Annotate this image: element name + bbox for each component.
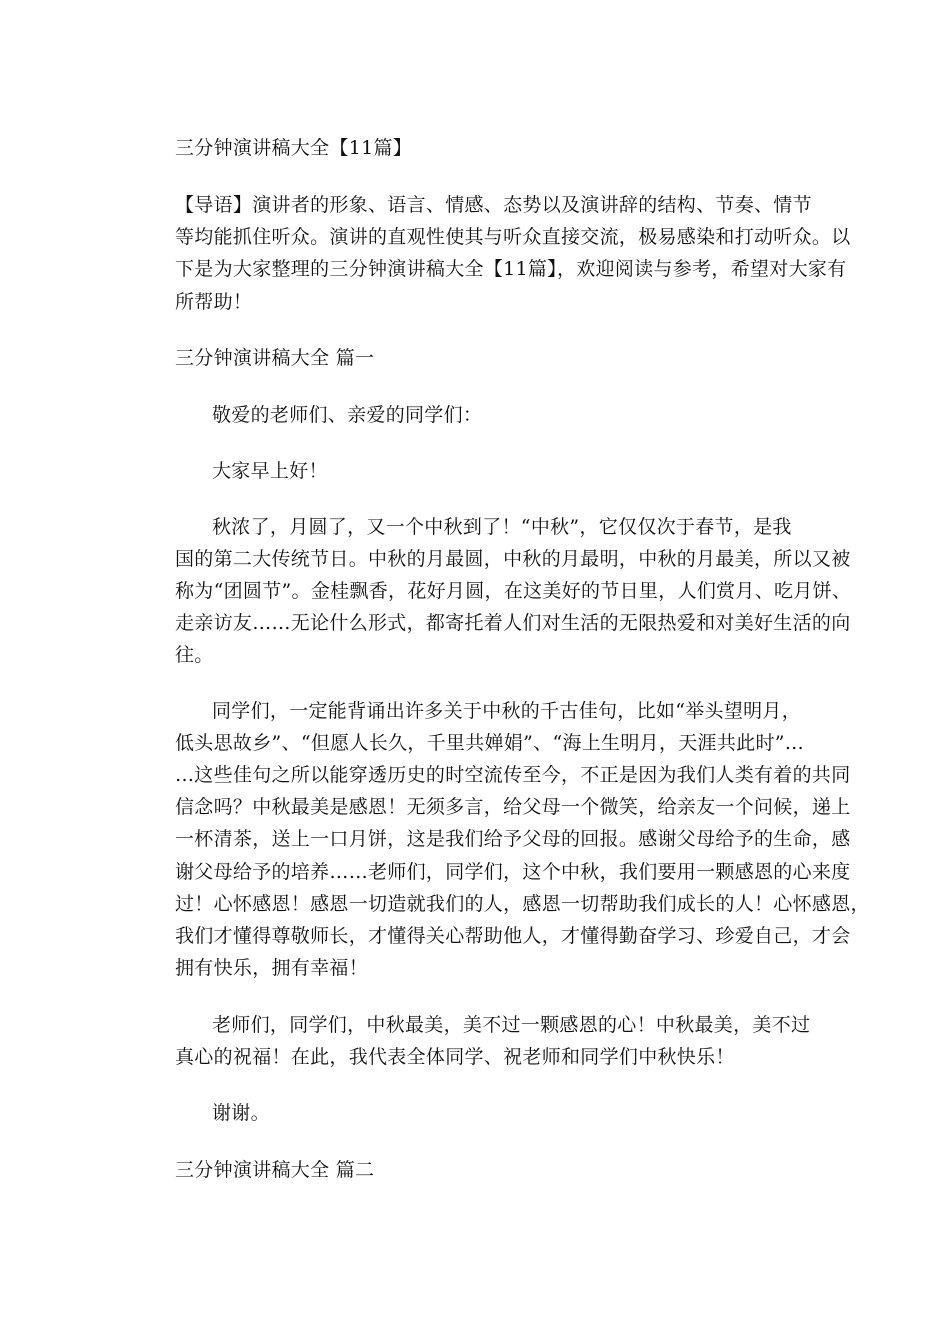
document-title: 三分钟演讲稿大全【11篇】	[175, 137, 413, 159]
paragraph-line: 同学们，一定能背诵出许多关于中秋的千古佳句，比如“举头望明月，	[212, 700, 802, 722]
morning-line: 大家早上好！	[212, 460, 328, 482]
paragraph-line: 一杯清茶，送上一口月饼，这是我们给予父母的回报。感谢父母给予的生命，感	[175, 828, 851, 850]
paragraph-line: 低头思故乡”、“但愿人长久，千里共婵娟”、“海上生明月，天涯共此时”…	[175, 732, 805, 754]
intro-line: 等均能抓住听众。演讲的直观性使其与听众直接交流，极易感染和打动听众。以	[175, 226, 851, 248]
paragraph-line: 拥有快乐，拥有幸福！	[175, 957, 369, 979]
thanks-line: 谢谢。	[212, 1102, 270, 1124]
intro-line: 【导语】演讲者的形象、语言、情感、态势以及演讲辞的结构、节奏、情节	[175, 194, 812, 216]
paragraph-line: 真心的祝福！在此，我代表全体同学、祝老师和同学们中秋快乐！	[175, 1046, 735, 1068]
paragraph-line: 我们才懂得尊敬师长，才懂得关心帮助他人，才懂得勤奋学习、珍爱自己，才会	[175, 925, 851, 947]
paragraph-line: 国的第二大传统节日。中秋的月最圆，中秋的月最明，中秋的月最美，所以又被	[175, 548, 851, 570]
intro-line: 所帮助！	[175, 291, 253, 313]
greeting-line: 敬爱的老师们、亲爱的同学们：	[212, 404, 483, 426]
paragraph-line: 老师们，同学们，中秋最美，美不过一颗感恩的心！中秋最美，美不过	[212, 1014, 811, 1036]
section-heading: 三分钟演讲稿大全 篇一	[175, 347, 375, 369]
paragraph-line: 称为“团圆节”。金桂飘香，花好月圆，在这美好的节日里，人们赏月、吃月饼、	[175, 580, 852, 602]
intro-line: 下是为大家整理的三分钟演讲稿大全【11篇】，欢迎阅读与参考，希望对大家有	[175, 258, 847, 280]
paragraph-line: 谢父母给予的培养……老师们，同学们，这个中秋，我们要用一颗感恩的心来度	[175, 861, 851, 883]
section-heading: 三分钟演讲稿大全 篇二	[175, 1159, 375, 1181]
paragraph-line: 过！心怀感恩！感恩一切造就我们的人，感恩一切帮助我们成长的人！心怀感恩，	[175, 893, 870, 915]
paragraph-line: 往。	[175, 644, 214, 666]
paragraph-line: …这些佳句之所以能穿透历史的时空流传至今，不正是因为我们人类有着的共同	[175, 764, 851, 786]
paragraph-line: 秋浓了，月圆了，又一个中秋到了！“中秋”，它仅仅次于春节，是我	[212, 516, 792, 538]
paragraph-line: 信念吗？中秋最美是感恩！无须多言，给父母一个微笑，给亲友一个问候，递上	[175, 796, 851, 818]
paragraph-line: 走亲访友……无论什么形式，都寄托着人们对生活的无限热爱和对美好生活的向	[175, 612, 851, 634]
